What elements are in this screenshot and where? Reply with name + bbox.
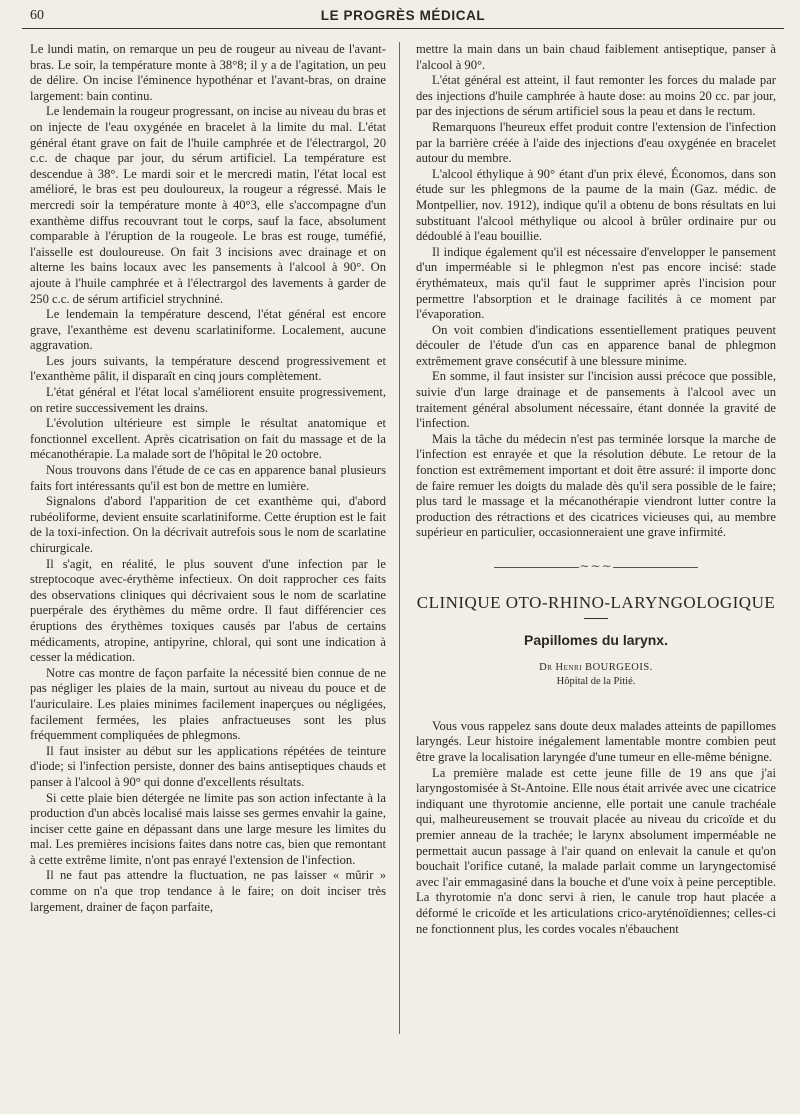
right-column	[416, 42, 776, 1086]
running-title: LE PROGRÈS MÉDICAL	[320, 8, 486, 23]
paragraph: Vous vous rappelez sans doute deux malades atteints de papillomes laryngés. Leur histoire inégalement lamentable montre combien peut être grave la localisation laryngée d'une tumeur en elle-même bénigne.	[416, 718, 776, 764]
paragraph: Il s'agit, en réalité, le plus souvent d'une infection par le streptocoque avec-érythème infectieux. On doit rapprocher ces faits des observations cliniques qui décrivaient sous le nom de scarlatine puerpérale des érythèmes du même ordre. Il faut différencier ces éruptions des érythèmes toxiques causés par l'abus de certains médicaments, atropine, antipyrine, chloral, qui sont une indication à cesser la médication.	[30, 556, 386, 665]
page-header	[22, 6, 784, 29]
page-number: 60	[30, 8, 44, 23]
paragraph: mettre la main dans un bain chaud faiblement antiseptique, panser à l'alcool à 90°.	[416, 42, 776, 72]
paragraph: L'état général et l'état local s'améliorent ensuite progressivement, on retire successivement les drains.	[30, 385, 386, 415]
paragraph: Le lundi matin, on remarque un peu de rougeur au niveau de l'avant-bras. Le soir, la température monte à 38°8; il y a de l'agitation, un peu de délire. On incise l'éminence hypothénar et l'avant-bras, on draine largement: bain continu.	[30, 42, 386, 103]
paragraph: Mais la tâche du médecin n'est pas terminée lorsque la marche de l'infection est enrayée et que la résolution débute. Le retour de la fonction est extrêmement important et doit être assuré: il importe donc de faire remuer les doigts du malade dès qu'il sera possible de le faire; plus tard le massage et la mécanothérapie viendront lutter contre la production des rétractions et des cicatrices vicieuses qui, au membre supérieur en particulier, occasionneraient une grave infirmité.	[416, 431, 776, 540]
article-title: Papillomes du larynx.	[524, 632, 668, 649]
affiliation: Hôpital de la Pitié.	[556, 675, 636, 687]
paragraph: L'alcool éthylique à 90° étant d'un prix élevé, Économos, dans son étude sur les phlegmons de la paume de la main (Gaz. médic. de Montpellier, nov. 1912), indique qu'il a obtenu de bons résultats en lui substituant l'alcool méthylique ou alcool à brûler ordinaire pur ou dédoublé à l'eau bouillie.	[416, 166, 776, 244]
paragraph: Nous trouvons dans l'étude de ce cas en apparence banal plusieurs faits fort intéressants qu'il est bon de mettre en lumière.	[30, 463, 386, 493]
paragraph: En somme, il faut insister sur l'incision aussi précoce que possible, suivie d'un large drainage et de pansements à l'alcool avec un traitement général absolument nécessaire, étant donnée la gravité de l'infection.	[416, 369, 776, 431]
paragraph: Le lendemain la rougeur progressant, on incise au niveau du bras et on injecte de l'eau oxygénée en bracelet à la limite du mal. L'état général étant grave on fait de l'huile camphrée et de l'électrargol, 20 c.c. de chaque par jour, du sérum artificiel. La température est descendue à 38°. Le mardi soir et le mercredi matin, l'état local est amélioré, le bras est peu douloureux, la rougeur a régressé. Mais le mercredi soir la température monte à 40°3, elle s'accompagne d'un exanthème diffus recouvrant tout le corps, sauf la face, absolument comparable à l'éruption de la rougeole. Le bras est rouge, tuméfié, l'aisselle est douloureuse. On fait 3 incisions avec drainage et on alterne les bains locaux avec les pansements à l'alcool à 90°. On ajoute à l'huile camphrée et à l'électrargol des lavements à garder de 250 c.c. de sérum artificiel strychniné.	[30, 104, 386, 306]
paragraph: L'état général est atteint, il faut remonter les forces du malade par des injections d'huile camphrée à haute dose: au moins 20 cc. par jour, par des injections de sérum artificiel sous la peau et dans le rectum.	[416, 73, 776, 119]
paragraph: Notre cas montre de façon parfaite la nécessité bien connue de ne pas négliger les plaies de la main, surtout au niveau du pouce et de l'auriculaire. Les plaies minimes facilement inaperçues ou négligées, facilement fermées, les plaies anfractueuses sont les plus fréquemment compliquées de phlegmons.	[30, 665, 386, 743]
author-name: Dr Henri BOURGEOIS.	[539, 661, 653, 673]
paragraph: L'évolution ultérieure est simple le résultat anatomique et fonctionnel excellent. Après cicatrisation on fait du massage et de la mécanothérapie. La malade sort de l'hôpital le 20 octobre.	[30, 416, 386, 462]
paragraph: Si cette plaie bien détergée ne limite pas son action infectante à la production d'un abcès localisé mais laisse ses germes envahir la gaine, inciser cette gaine en dépassant dans une large mesure les limites du mal. Les premières incisions faites dans notre cas, bien que remontant à cette extrême limite, n'ont pas enrayé l'extension de l'infection.	[30, 790, 386, 867]
section-ornament: ∼∼∼	[416, 559, 776, 575]
paragraph: Le lendemain la température descend, l'état général est encore grave, l'exanthème est devenu scarlatiniforme. Localement, aucune aggravation.	[30, 307, 386, 353]
paragraph: Signalons d'abord l'apparition de cet exanthème qui, d'abord rubéoliforme, devient ensuite scarlatiniforme. Cette éruption est le fait de la toxi-infection. On la décrivait autrefois sous le nom de scarlatine chirurgicale.	[30, 494, 386, 555]
section-title: CLINIQUE OTO-RHINO-LARYNGOLOGIQUE	[416, 592, 776, 612]
paragraph: On voit combien d'indications essentiellement pratiques peuvent découler de l'étude d'un cas en apparence banal de phlegmon extrêmement grave consécutif à une blessure minime.	[416, 322, 776, 368]
author	[416, 661, 776, 675]
paragraph: Remarquons l'heureux effet produit contre l'extension de l'infection par la barrière créée à l'aide des injections d'eau oxygénée en bracelet autour du membre.	[416, 119, 776, 166]
paragraph: Il indique également qu'il est nécessaire d'envelopper le pansement d'un imperméable si le phlegmon n'est pas encore incisé: stade érythémateux, mais qu'il faut le supprimer après l'incision pour permettre l'absorption et le drainage facilités à ce moment par l'évaporation.	[416, 244, 776, 322]
paragraph: Il ne faut pas attendre la fluctuation, ne pas laisser « mûrir » comme on n'a que trop tendance à le faire; on doit inciser très largement, drainer de façon parfaite,	[30, 868, 386, 914]
paragraph: La première malade est cette jeune fille de 19 ans que j'ai laryngostomisée à St-Antoine. Elle nous était arrivée avec une cicatrice indiquant une thyrotomie ancienne, elle portait une canule trachéale qui, malheureusement se trouvait placée au niveau du cricoïde et du premier anneau de la trachée; le larynx absolument imperméable ne permettait aucun passage à l'air quand on enlevait la canule et qu'on bouchait l'orifice cutané, la malade parlait comme un laryngectomisé avec l'air emmagasiné dans la bouche et d'une voix à peine perceptible. La thyrotomie n'a donc servi à rien, le canule trop haut placée a déformé le cricoïde et les articulations crico-aryténoïdiennes; celles-ci ne fonctionnent plus, les cordes vocales n'ébauchent	[416, 765, 776, 936]
left-column	[30, 42, 386, 1086]
paragraph: Les jours suivants, la température descend progressivement et l'exanthème pâlit, il disparaît en cinq jours complètement.	[30, 353, 386, 384]
title-rule	[584, 618, 608, 619]
column-divider	[399, 42, 400, 1034]
paragraph: Il faut insister au début sur les applications répétées de teinture d'iode; si l'infection persiste, donner des bains antiseptiques chauds et panser à l'alcool à 90° qui donne d'excellents résultats.	[30, 743, 386, 789]
